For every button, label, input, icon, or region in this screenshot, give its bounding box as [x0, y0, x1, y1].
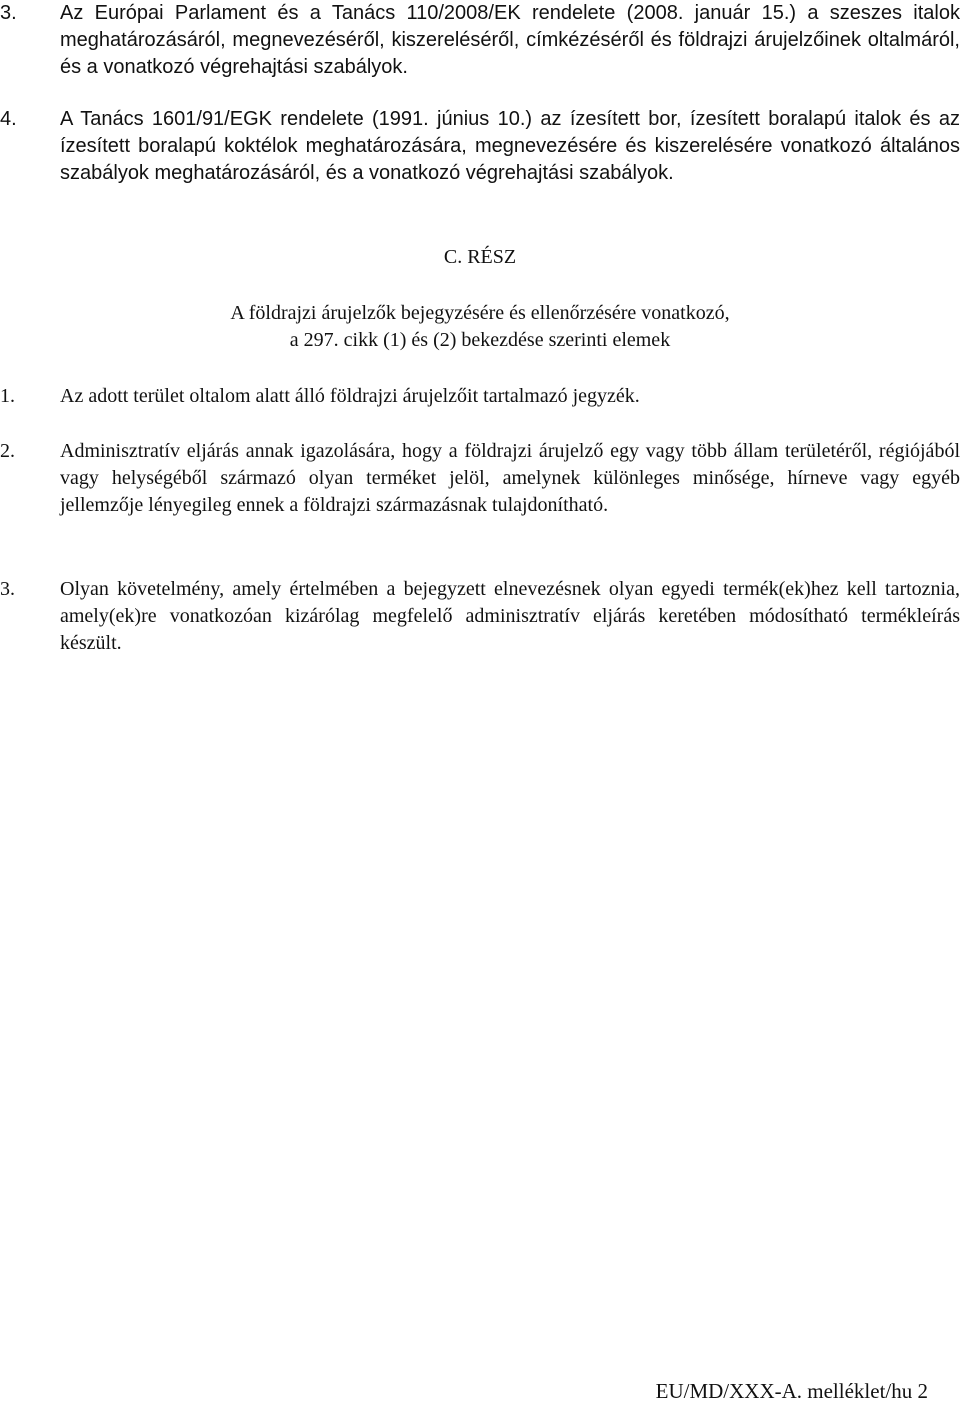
- list-item-text: Olyan követelmény, amely értelmében a bejegyzett elnevezésnek olyan egyedi termék(ek)hez kell tartoznia, amely(ek)re vonatkozóan kizárólag megfelelő adminisztratív eljárás keretében módosítható termékleírás készült.: [60, 578, 960, 654]
- list-item-3-requirement: [0, 576, 960, 657]
- list-item-text: Az adott terület oltalom alatt álló földrajzi árujelzőit tartalmazó jegyzék.: [60, 385, 640, 407]
- list-item-number: 2.: [0, 440, 15, 462]
- list-item-number: 1.: [0, 385, 15, 407]
- list-item-number: 4.: [0, 108, 17, 130]
- section-subtitle-line-2: a 297. cikk (1) és (2) bekezdése szerinti elemek: [289, 329, 671, 351]
- list-item-number: 3.: [0, 2, 17, 24]
- list-item-2-administrative-procedure: [0, 438, 960, 519]
- list-item-4-wine-regulation: [0, 106, 960, 187]
- page-footer-reference: EU/MD/XXX-A. melléklet/hu 2: [655, 1379, 928, 1403]
- list-item-1-protected-indications: [0, 383, 960, 410]
- list-item-text: Az Európai Parlament és a Tanács 110/2008/EK rendelete (2008. január 15.) a szeszes italok meghatározásáról, megnevezéséről, kiszereléséről, címkézéséről és földrajzi árujelzőinek oltalmáról, és a vonatkozó végrehajtási szabályok.: [60, 2, 960, 78]
- section-title: C. RÉSZ: [443, 246, 517, 268]
- list-item-text: Adminisztratív eljárás annak igazolására, hogy a földrajzi árujelző egy vagy több állam területéről, régiójából vagy helységéből származó olyan terméket jelöl, amelynek különleges minősége, hírneve vagy egyéb jellemzője lényegileg ennek a földrajzi származásnak tulajdonítható.: [60, 440, 960, 516]
- list-item-number: 3.: [0, 578, 15, 600]
- section-subtitle-line-1: A földrajzi árujelzők bejegyzésére és ellenőrzésére vonatkozó,: [230, 302, 730, 324]
- list-item-text: A Tanács 1601/91/EGK rendelete (1991. június 10.) az ízesített bor, ízesített boralapú italok és az ízesített boralapú koktélok meghatározására, megnevezésére és kiszerelésére vonatkozó általános szabályok meghatározásáról, és a vonatkozó végrehajtási szabályok.: [60, 108, 960, 184]
- list-item-3-spirits-regulation: [0, 0, 960, 81]
